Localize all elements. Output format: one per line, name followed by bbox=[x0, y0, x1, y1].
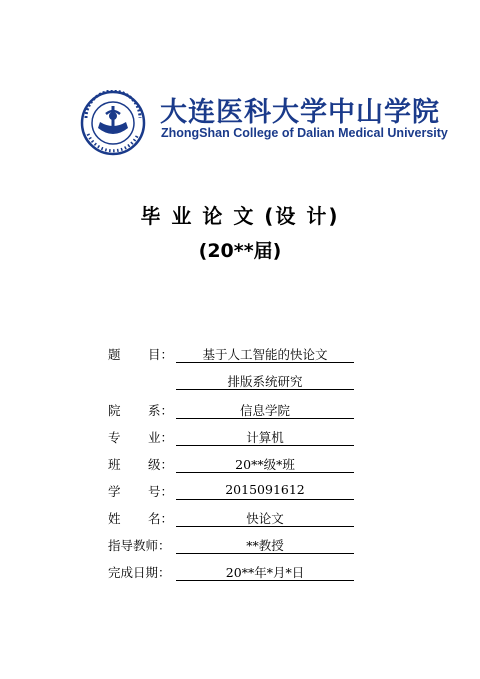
major-row bbox=[108, 428, 368, 448]
class-label-a: 班 bbox=[108, 457, 121, 472]
department-value: 信息学院 bbox=[176, 401, 354, 419]
topic-label-a: 题 bbox=[108, 347, 121, 362]
student-id-label-b: 号： bbox=[148, 484, 174, 499]
school-name-english: ZhongShan College of Dalian Medical University bbox=[161, 126, 448, 140]
student-id-value: 2015091612 bbox=[176, 482, 354, 500]
department-row bbox=[108, 401, 368, 421]
completion-date-label: 完成日期： bbox=[108, 565, 171, 580]
topic-row bbox=[108, 345, 368, 365]
advisor-value: **教授 bbox=[176, 536, 354, 554]
student-name-value: 快论文 bbox=[176, 509, 354, 527]
student-name-label-a: 姓 bbox=[108, 511, 121, 526]
school-name-chinese: 大连医科大学中山学院 bbox=[160, 97, 440, 128]
completion-date-row bbox=[108, 563, 368, 583]
topic-label-b: 目： bbox=[148, 347, 174, 362]
topic-row-2 bbox=[108, 372, 368, 392]
advisor-row bbox=[108, 536, 368, 556]
completion-date-value: 20**年*月*日 bbox=[176, 563, 354, 581]
department-label-a: 院 bbox=[108, 403, 121, 418]
thesis-title: 毕 业 论 文 (设 计) bbox=[140, 204, 340, 228]
major-value: 计算机 bbox=[176, 428, 354, 446]
student-name-row bbox=[108, 509, 368, 529]
student-id-label-a: 学 bbox=[108, 484, 121, 499]
topic-value-line2: 排版系统研究 bbox=[176, 372, 354, 390]
department-label-b: 系： bbox=[148, 403, 174, 418]
major-label-a: 专 bbox=[108, 430, 121, 445]
class-value: 20**级*班 bbox=[176, 455, 354, 473]
student-id-row bbox=[108, 482, 368, 502]
major-label-b: 业： bbox=[148, 430, 174, 445]
university-seal-logo bbox=[80, 90, 146, 156]
thesis-year: (20**届) bbox=[198, 240, 282, 262]
class-label-b: 级： bbox=[148, 457, 174, 472]
student-name-label-b: 名： bbox=[148, 511, 174, 526]
class-row bbox=[108, 455, 368, 475]
topic-value-line1: 基于人工智能的快论文 bbox=[176, 345, 354, 363]
advisor-label: 指导教师： bbox=[108, 538, 171, 553]
